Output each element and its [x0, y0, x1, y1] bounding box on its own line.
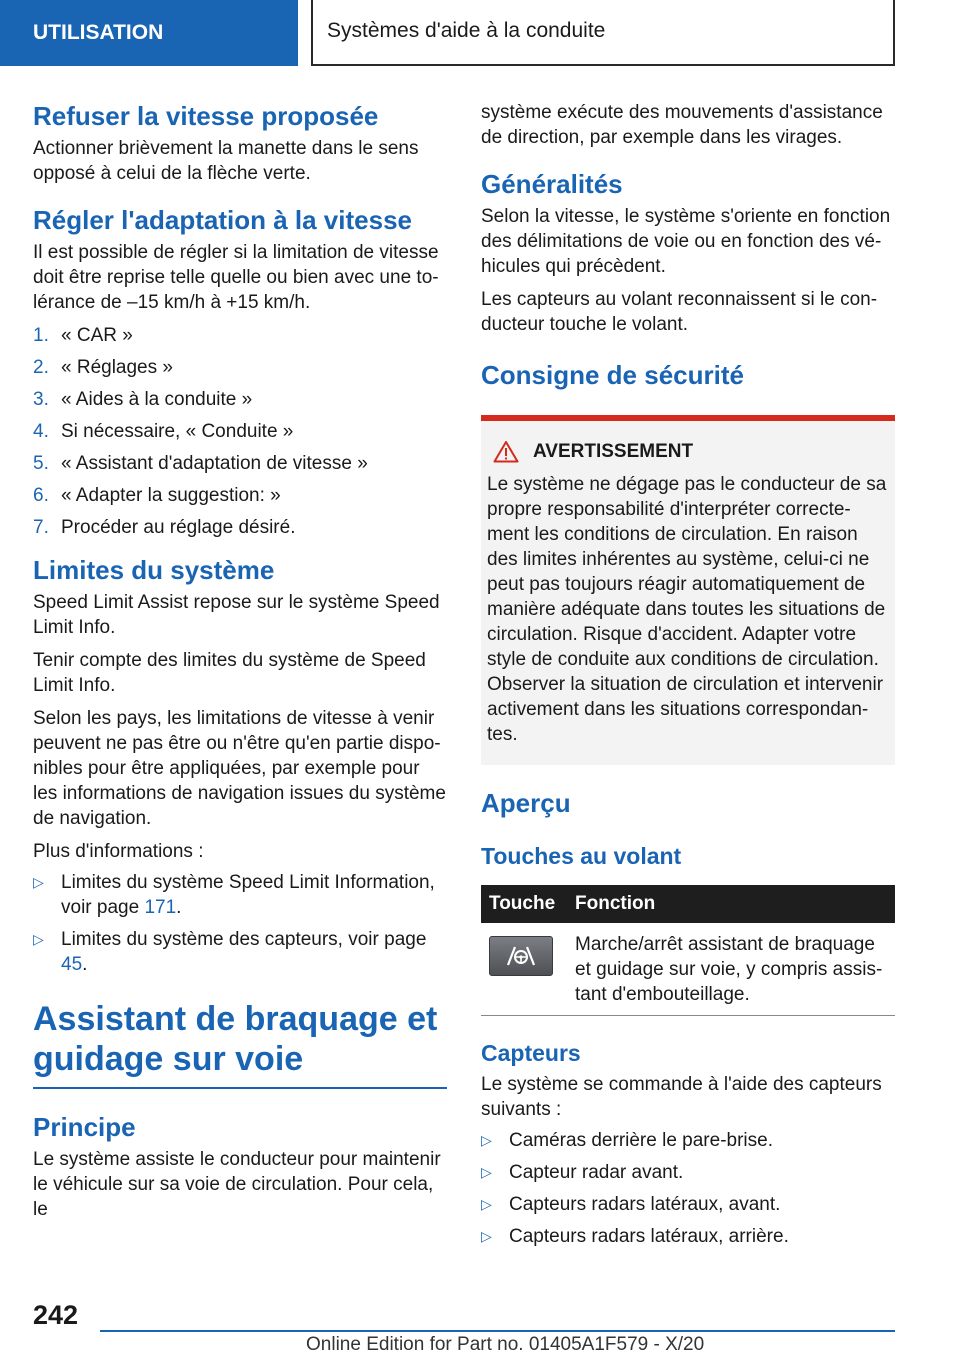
step-text: Procéder au réglage désiré. — [61, 517, 296, 538]
reference-end: . — [176, 897, 182, 918]
sensors-text: Le système se commande à l'aide des capteurs suivants : — [481, 1074, 882, 1120]
general-heading: Généralités — [481, 169, 623, 199]
step-text: « Adapter la suggestion: » — [61, 485, 281, 506]
keys-table — [481, 885, 895, 1016]
sensor-text: Capteurs radars latéraux, arrière. — [509, 1226, 789, 1247]
reference-text: Limites du système Speed Limit Information, voir page — [61, 872, 435, 918]
edition-text: Online Edition for Part no. 01405A1F579 - X/20 — [306, 1334, 705, 1355]
left-column — [33, 100, 447, 1222]
page-link[interactable]: 45 — [61, 954, 83, 975]
warning-title — [487, 439, 889, 464]
step-text: « Aides à la conduite » — [61, 389, 253, 410]
limits-paragraph-3: Selon les pays, les limitations de vitesse à venir peuvent ne pas être ou n'être qu'en partie dispo-nibles pour être appliquées, par exemple pour les informations de navigation issues du système de navigation. — [33, 708, 446, 829]
speed-adaptation-heading: Régler l'adaptation à la vitesse — [33, 205, 412, 235]
section-heading: Assistant de braquage et guidage sur voie — [33, 1000, 438, 1078]
list-item — [481, 1192, 895, 1217]
warning-box — [481, 415, 895, 765]
list-item — [33, 927, 447, 977]
settings-steps — [33, 323, 447, 540]
column-header-key: Touche — [481, 885, 567, 923]
steering-keys-heading: Touches au volant — [481, 843, 682, 869]
safety-heading: Consigne de sécurité — [481, 360, 744, 390]
step-text: « CAR » — [61, 325, 133, 346]
triangle-bullet-icon: ▷ — [481, 1196, 492, 1212]
lane-assist-button[interactable] — [489, 936, 553, 976]
step-number: 5. — [33, 453, 49, 474]
system-limits-heading: Limites du système — [33, 555, 275, 585]
column-header-function: Fonction — [567, 885, 895, 923]
warning-label: AVERTISSEMENT — [533, 441, 694, 462]
limits-paragraph-2: Tenir compte des limites du système de Speed Limit Info. — [33, 650, 426, 696]
list-item — [33, 515, 447, 540]
step-number: 7. — [33, 517, 49, 538]
speed-adaptation-text: Il est possible de régler si la limitation de vitesse doit être reprise telle quelle ou bien avec une to-lérance de –15 km/h à +15 km/h. — [33, 242, 439, 313]
triangle-bullet-icon: ▷ — [481, 1228, 492, 1244]
list-item — [33, 355, 447, 380]
sensor-text: Capteurs radars latéraux, avant. — [509, 1194, 781, 1215]
chapter-title: Systèmes d'aide à la conduite — [311, 0, 895, 66]
overview-heading: Aperçu — [481, 788, 571, 818]
list-item — [481, 1160, 895, 1185]
reference-list — [33, 870, 447, 977]
list-item — [33, 483, 447, 508]
list-item — [33, 419, 447, 444]
sensor-text: Caméras derrière le pare-brise. — [509, 1130, 773, 1151]
page-number: 242 — [33, 1300, 79, 1330]
list-item — [33, 323, 447, 348]
list-item — [481, 1128, 895, 1153]
refuse-speed-heading: Refuser la vitesse proposée — [33, 101, 379, 131]
step-number: 3. — [33, 389, 49, 410]
section-tab[interactable]: UTILISATION — [0, 0, 298, 66]
function-cell: Marche/arrêt assistant de braquage et guidage sur voie, y compris assis-tant d'embouteillage. — [567, 923, 895, 1016]
step-number: 2. — [33, 357, 49, 378]
page-header — [0, 0, 960, 66]
step-text: Si nécessaire, « Conduite » — [61, 421, 294, 442]
limits-paragraph-1: Speed Limit Assist repose sur le système Speed Limit Info. — [33, 592, 440, 638]
list-item — [33, 451, 447, 476]
list-item — [481, 1224, 895, 1249]
principle-heading: Principe — [33, 1112, 136, 1142]
refuse-speed-text: Actionner brièvement la manette dans le sens opposé à celui de la flèche verte. — [33, 138, 419, 184]
table-row — [481, 923, 895, 1016]
step-text: « Réglages » — [61, 357, 173, 378]
step-text: « Assistant d'adaptation de vitesse » — [61, 453, 368, 474]
triangle-bullet-icon: ▷ — [33, 874, 44, 890]
right-column — [481, 100, 895, 1256]
principle-text: Le système assiste le conducteur pour maintenir le véhicule sur sa voie de circulation. Pour cela, le — [33, 1149, 441, 1220]
continued-text: système exécute des mouvements d'assistance de direction, par exemple dans les virages. — [481, 102, 883, 148]
triangle-bullet-icon: ▷ — [33, 931, 44, 947]
more-info-label: Plus d'informations : — [33, 841, 204, 862]
warning-text: Le système ne dégage pas le conducteur de sa propre responsabilité d'interpréter correcte-ment les conditions de circulation. En raison des limites inhérentes au système, celui-ci ne peut pas toujours réagir automatiquement de manière adéquate dans toutes les situations de circulation. Risque d'accident. Adapter votre style de conduite aux conditions de circulation. Observer la situation de circulation et intervenir activement dans les situations correspondan-tes. — [487, 474, 887, 745]
step-number: 4. — [33, 421, 49, 442]
triangle-bullet-icon: ▷ — [481, 1132, 492, 1148]
sensor-text: Capteur radar avant. — [509, 1162, 684, 1183]
page-link[interactable]: 171 — [144, 897, 177, 918]
table-header-row — [481, 885, 895, 923]
step-number: 1. — [33, 325, 49, 346]
general-paragraph-2: Les capteurs au volant reconnaissent si le con-ducteur touche le volant. — [481, 289, 878, 335]
footer-divider — [100, 1330, 895, 1332]
reference-text: Limites du système des capteurs, voir page — [61, 929, 427, 950]
list-item — [33, 870, 447, 920]
warning-triangle-icon — [493, 440, 519, 463]
lane-assist-icon — [504, 945, 538, 967]
triangle-bullet-icon: ▷ — [481, 1164, 492, 1180]
heading-divider — [33, 1087, 447, 1089]
reference-end: . — [82, 954, 88, 975]
sensors-heading: Capteurs — [481, 1040, 581, 1066]
general-paragraph-1: Selon la vitesse, le système s'oriente en fonction des délimitations de voie ou en fonction des vé-hicules qui précèdent. — [481, 206, 891, 277]
sensor-list — [481, 1128, 895, 1249]
step-number: 6. — [33, 485, 49, 506]
key-cell — [481, 923, 567, 1016]
list-item — [33, 387, 447, 412]
